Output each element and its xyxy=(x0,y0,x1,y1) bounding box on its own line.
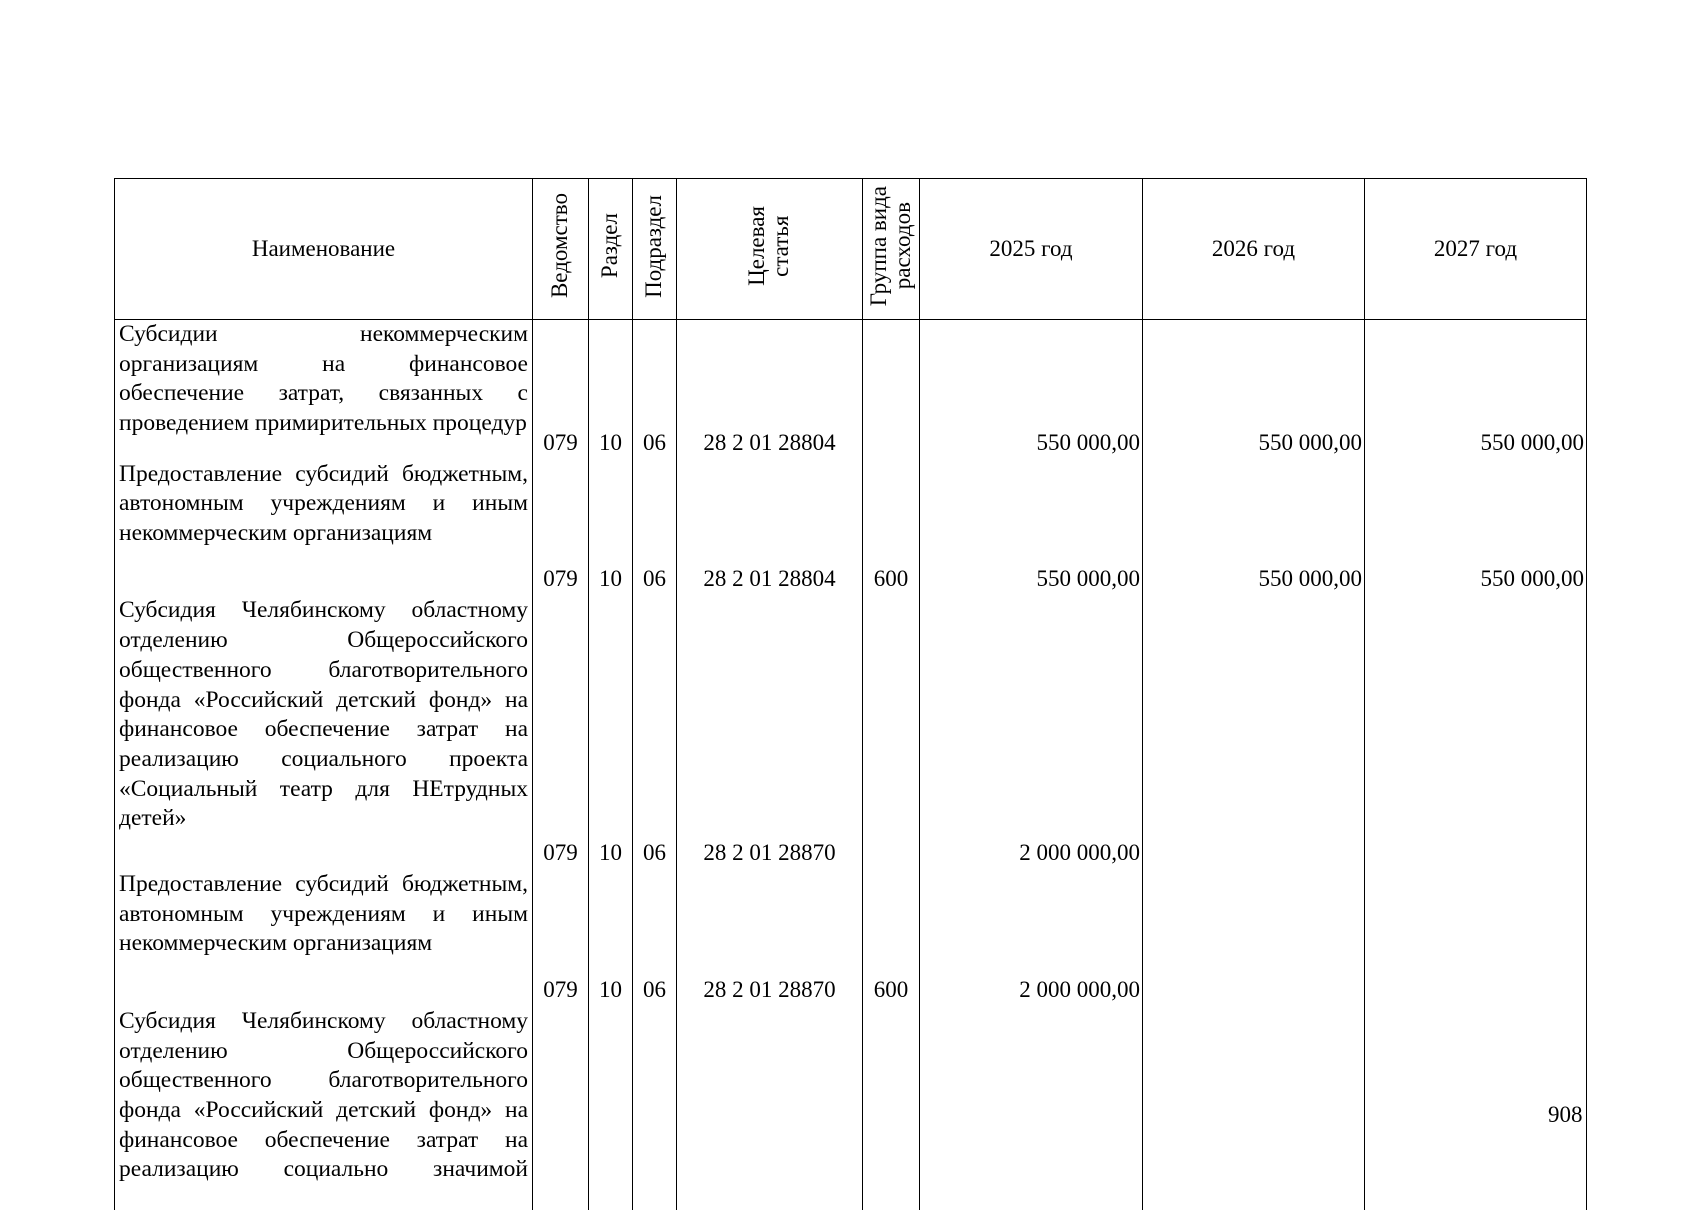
row-celevaya: 28 2 01 28870 xyxy=(677,596,863,870)
row-celevaya: 28 2 01 28870 xyxy=(677,870,863,1007)
row-2025: 2 000 000,00 xyxy=(920,870,1143,1007)
row-2027 xyxy=(1365,870,1587,1007)
row-vedomstvo: 079 xyxy=(533,870,589,1007)
row-2026: 550 000,00 xyxy=(1143,460,1365,597)
row-2026 xyxy=(1143,596,1365,870)
header-name: Наименование xyxy=(115,179,533,320)
row-2025: 2 000 000,00 xyxy=(920,596,1143,870)
row-celevaya: 28 2 01 28804 xyxy=(677,320,863,460)
row-gruppa xyxy=(863,596,920,870)
header-2026: 2026 год xyxy=(1143,179,1365,320)
row-2026 xyxy=(1143,870,1365,1007)
row-razdel xyxy=(589,1007,633,1210)
row-celevaya xyxy=(677,1007,863,1210)
table-row xyxy=(115,320,1587,460)
row-2027 xyxy=(1365,596,1587,870)
table-row xyxy=(115,460,1587,597)
table-row xyxy=(115,1007,1587,1210)
header-podrazdel: Подраздел xyxy=(633,179,677,320)
row-gruppa xyxy=(863,1007,920,1210)
header-vedomstvo: Ведомство xyxy=(533,179,589,320)
row-2025 xyxy=(920,1007,1143,1210)
row-2027: 550 000,00 xyxy=(1365,320,1587,460)
row-celevaya: 28 2 01 28804 xyxy=(677,460,863,597)
row-gruppa: 600 xyxy=(863,460,920,597)
row-2025: 550 000,00 xyxy=(920,460,1143,597)
row-gruppa: 600 xyxy=(863,870,920,1007)
header-celevaya-statya: Целевая статья xyxy=(677,179,863,320)
row-vedomstvo: 079 xyxy=(533,320,589,460)
budget-table xyxy=(114,178,1587,1210)
row-podrazdel: 06 xyxy=(633,460,677,597)
row-vedomstvo: 079 xyxy=(533,460,589,597)
row-name: Предоставление субсидий бюджетным, автономным учреждениям и иным некоммерческим организациям xyxy=(115,460,533,597)
table-row xyxy=(115,870,1587,1007)
row-razdel: 10 xyxy=(589,596,633,870)
header-razdel: Раздел xyxy=(589,179,633,320)
row-razdel: 10 xyxy=(589,460,633,597)
row-2026 xyxy=(1143,1007,1365,1210)
row-name: Субсидия Челябинскому областному отделению Общероссийского общественного благотворительного фонда «Российский детский фонд» на финансовое обеспечение затрат на реализацию социально значимой xyxy=(115,1007,533,1210)
row-razdel: 10 xyxy=(589,320,633,460)
row-vedomstvo: 079 xyxy=(533,596,589,870)
row-gruppa xyxy=(863,320,920,460)
row-name: Субсидия Челябинскому областному отделению Общероссийского общественного благотворительного фонда «Российский детский фонд» на финансовое обеспечение затрат на реализацию социального проекта «Социальный театр для НЕтрудных детей» xyxy=(115,596,533,870)
row-name: Предоставление субсидий бюджетным, автономным учреждениям и иным некоммерческим организациям xyxy=(115,870,533,1007)
row-2027: 550 000,00 xyxy=(1365,460,1587,597)
row-name: Субсидии некоммерческим организациям на финансовое обеспечение затрат, связанных с проведением примирительных процедур xyxy=(115,320,533,460)
table-header-row xyxy=(115,179,1587,320)
header-2027: 2027 год xyxy=(1365,179,1587,320)
row-2025: 550 000,00 xyxy=(920,320,1143,460)
row-2026: 550 000,00 xyxy=(1143,320,1365,460)
header-2025: 2025 год xyxy=(920,179,1143,320)
row-podrazdel xyxy=(633,1007,677,1210)
table-row xyxy=(115,596,1587,870)
row-podrazdel: 06 xyxy=(633,870,677,1007)
row-vedomstvo xyxy=(533,1007,589,1210)
page-number: 908 xyxy=(1548,1102,1583,1127)
header-gruppa-vida-rashodov: Группа вида расходов xyxy=(863,179,920,320)
row-razdel: 10 xyxy=(589,870,633,1007)
row-podrazdel: 06 xyxy=(633,320,677,460)
row-podrazdel: 06 xyxy=(633,596,677,870)
